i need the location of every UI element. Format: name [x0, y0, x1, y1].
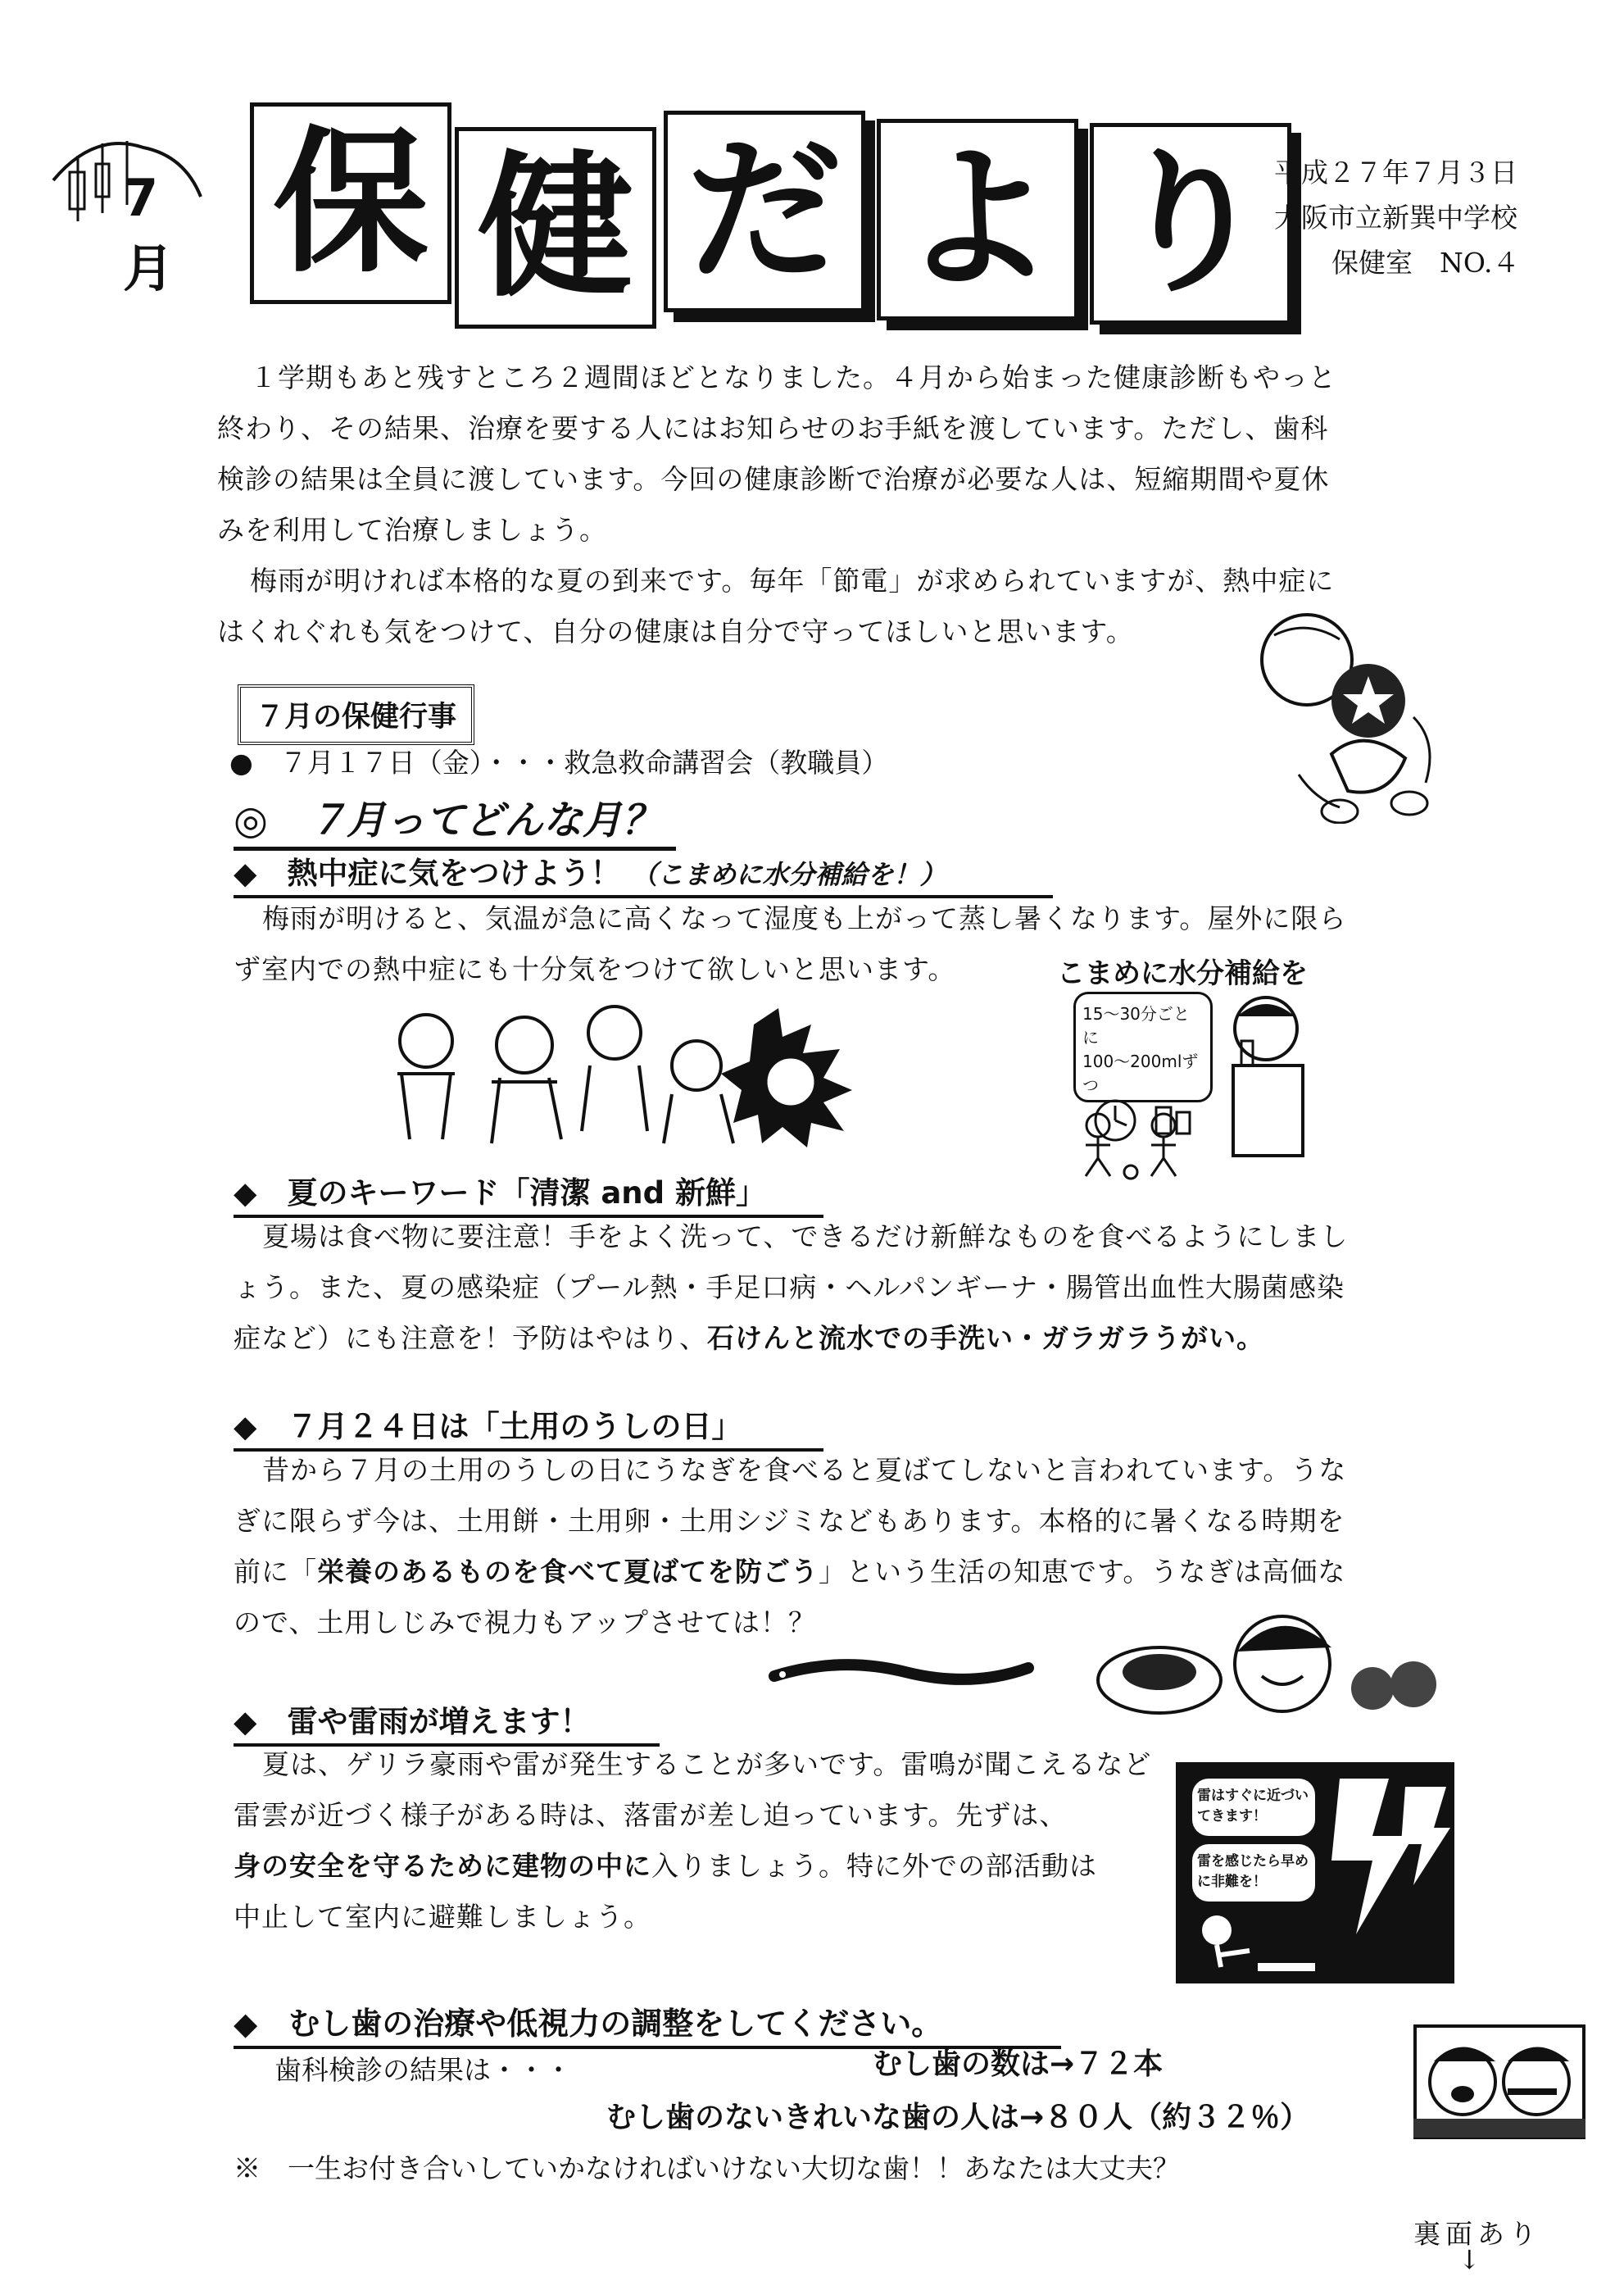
dental-label: 歯科検診の結果は・・・ [274, 2054, 572, 2086]
water-note-2: 100～200mlずつ [1082, 1052, 1199, 1095]
title-char-5: り [1090, 123, 1291, 325]
handwash-emphasis: 石けんと流水での手洗い・ガラガラうがい。 [707, 1322, 1264, 1354]
back-side-note: 裏面あり [1413, 2218, 1541, 2250]
school-name: 大阪市立新巽中学校 [1274, 202, 1517, 234]
heat-heading: ◆ 熱中症に気をつけよう！ （こまめに水分補給を！） [234, 848, 1053, 898]
water-caption: こまめに水分補給を [1057, 957, 1308, 990]
water-illustration [1065, 992, 1319, 1180]
title-char-3: だ [664, 111, 865, 312]
title-char-2: 健 [455, 127, 656, 329]
down-arrow-icon: ↓ [1458, 2244, 1481, 2275]
events-heading: ７月の保健行事 [238, 684, 474, 745]
title-char-4: よ [877, 119, 1078, 320]
ushi-heading: ◆ ７月２４日は「土用のうしの日」 [234, 1402, 823, 1452]
events-item: ● ７月１７日（金）・・・救急救命講習会（教職員） [229, 747, 889, 779]
thunder-illustration [1176, 1762, 1454, 1983]
water-note-1: 15～30分ごとに [1082, 1004, 1190, 1047]
heat-paragraph: 梅雨が明けると、気温が急に高くなって湿度も上がって蒸し暑くなります。屋外に限ら ず室内での熱中症にも十分気をつけて欲しいと思います。 [234, 902, 1347, 985]
keyword-paragraph: 夏場は食べ物に要注意！手をよく洗って、できるだけ新鮮なものを食べるようにしまし ょう。また、夏の感染症（プール熱・手足口病・ヘルパンギーナ・腸管出血性大腸菌感染 症など）にも注意を！予防はやはり、石けんと流水での手洗い・ガラガラうがい。 [234, 1220, 1349, 1354]
teeth-note: ※ 一生お付き合いしていかなければいけない大切な歯！！あなたは大丈夫？ [234, 2152, 1180, 2184]
issue-number: 保健室 NO.４ [1331, 247, 1520, 279]
month-label: 7月 [123, 168, 175, 298]
teeth-heading: ◆ むし歯の治療や低視力の調整をしてください。 [234, 1998, 1061, 2049]
heatstroke-children-illustration [369, 1000, 860, 1151]
cavity-count: むし歯の数は→７２本 [873, 2047, 1164, 2081]
shelter-emphasis: 身の安全を守るために建物の中に [234, 1850, 651, 1882]
teeth-brushing-illustration [1413, 2024, 1585, 2142]
keyword-heading: ◆ 夏のキーワード「清潔 and 新鮮」 [234, 1168, 823, 1218]
lightning-bolt-icon [1323, 1770, 1454, 1975]
intro-paragraph-2: 梅雨が明ければ本格的な夏の到来です。毎年「節電」が求められていますが、熱中症に はくれぐれも気をつけて、自分の健康は自分で守ってほしいと思います。 [217, 565, 1335, 647]
thunder-paragraph: 夏は、ゲリラ豪雨や雷が発生することが多いです。雷鳴が聞こえるなど 雷雲が近づく様子がある時は、落雷が差し迫っています。先ずは、 身の安全を守るために建物の中に入りましょう。特に外での部活動は 中止して室内に避難しましょう。 [234, 1748, 1152, 1933]
unagi-meal-illustration [1094, 1606, 1446, 1724]
morning-glory-illustration [1250, 602, 1454, 827]
ushi-paragraph: 昔から７月の土用のうしの日にうなぎを食べると夏ばてしないと言われています。うな ぎに限らず今は、土用餅・土用卵・土用シジミなどもあります。本格的に暑くなる時期を 前に「栄養のあるものを食べて夏ばてを防ごう」という生活の知恵です。うなぎは高価な ので、土用しじみで視力もアップさせては！？ [234, 1454, 1347, 1638]
month-badge [45, 123, 209, 298]
healthy-teeth-count: むし歯のないきれいな歯の人は→８０人（約３２％） [606, 2101, 1310, 2134]
drinking-boy-icon [1209, 992, 1319, 1180]
issue-date: 平成２７年７月３日 [1274, 157, 1517, 189]
eel-illustration [766, 1643, 1037, 1704]
running-kids-icon [1065, 1111, 1209, 1180]
intro-paragraph-1: １学期もあと残すところ２週間ほどとなりました。４月から始まった健康診断もやっと 終わり、その結果、治療を要する人にはお知らせのお手紙を渡しています。ただし、歯科 検診の結果は全員に渡しています。今回の健康診断で治療が必要な人は、短縮期間や夏休 みを利用して治療しましょう。 [217, 361, 1336, 546]
title-char-1: 保 [250, 102, 451, 304]
thunder-bubble-1: 雷はすぐに近づいてきます！ [1192, 1779, 1315, 1836]
month-section-heading: ◎ ７月ってどんな月？ [234, 788, 676, 851]
nutrition-emphasis: 栄養のあるものを食べて夏ばてを防ごう [317, 1556, 819, 1588]
running-child-icon [1192, 1910, 1323, 1983]
thunder-bubble-2: 雷を感じたら早めに非難を！ [1192, 1844, 1315, 1902]
thunder-heading: ◆ 雷や雷雨が増えます！ [234, 1697, 660, 1747]
